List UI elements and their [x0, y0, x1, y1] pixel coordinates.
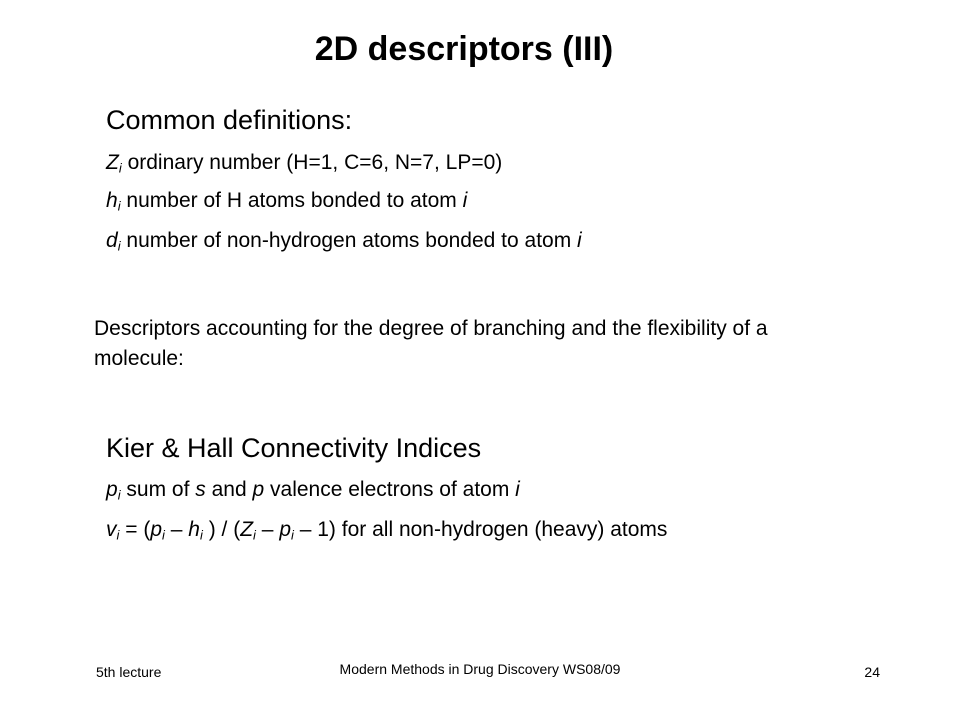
- v-h-symbol: h: [188, 518, 200, 541]
- d-subscript: i: [117, 238, 121, 254]
- v-p-symbol: p: [150, 518, 163, 541]
- p-text-3: valence electrons of atom: [264, 478, 516, 501]
- v-part-5: – 1) for all non-hydrogen (heavy) atoms: [293, 518, 668, 541]
- v-part-3: ) / (: [202, 518, 241, 541]
- p-s-orbital: s: [195, 478, 206, 501]
- p-p-orbital: p: [252, 478, 265, 501]
- v-subscript: i: [116, 527, 120, 543]
- footer-page-number: 24: [864, 664, 880, 680]
- d-atom-index: i: [577, 229, 582, 252]
- p-text-1: sum of: [120, 478, 196, 501]
- p-atom-index: i: [515, 478, 520, 501]
- z-description: ordinary number (H=1, C=6, N=7, LP=0): [121, 151, 503, 174]
- footer-lecture: 5th lecture: [96, 664, 162, 680]
- v-part-2: –: [164, 518, 189, 541]
- h-description: number of H atoms bonded to atom: [120, 189, 463, 212]
- v-h-subscript: i: [199, 527, 203, 543]
- kier-hall-heading: Kier & Hall Connectivity Indices: [106, 433, 482, 463]
- p-text-2: and: [205, 478, 253, 501]
- d-description: number of non-hydrogen atoms bonded to atom: [120, 229, 578, 252]
- d-symbol: d: [106, 229, 118, 252]
- definition-p: [106, 478, 520, 502]
- p-subscript: i: [117, 487, 121, 503]
- v-z-subscript: i: [253, 527, 256, 543]
- h-symbol: h: [106, 189, 118, 212]
- z-subscript: i: [118, 160, 122, 176]
- v-p2-symbol: p: [279, 518, 291, 541]
- common-definitions-heading: Common definitions:: [106, 105, 353, 135]
- p-symbol: p: [106, 478, 118, 501]
- h-atom-index: i: [462, 189, 468, 212]
- v-part-1: = (: [119, 518, 151, 541]
- definition-d: [106, 229, 582, 253]
- v-part-4: –: [255, 518, 280, 541]
- v-p-subscript: i: [162, 527, 165, 543]
- slide-title: 2D descriptors (III): [314, 30, 614, 68]
- v-z-symbol: Z: [240, 518, 254, 541]
- h-subscript: i: [117, 198, 121, 214]
- definition-z: [106, 151, 502, 175]
- descriptors-paragraph: Descriptors accounting for the degree of branching and the flexibility of a molecule:: [94, 317, 768, 370]
- z-symbol: Z: [106, 151, 119, 174]
- v-symbol: v: [106, 518, 117, 541]
- definition-v-formula: [106, 518, 667, 542]
- footer-course-title: Modern Methods in Drug Discovery WS08/09: [339, 661, 621, 677]
- v-p2-subscript: i: [291, 527, 294, 543]
- definition-h: [106, 189, 467, 213]
